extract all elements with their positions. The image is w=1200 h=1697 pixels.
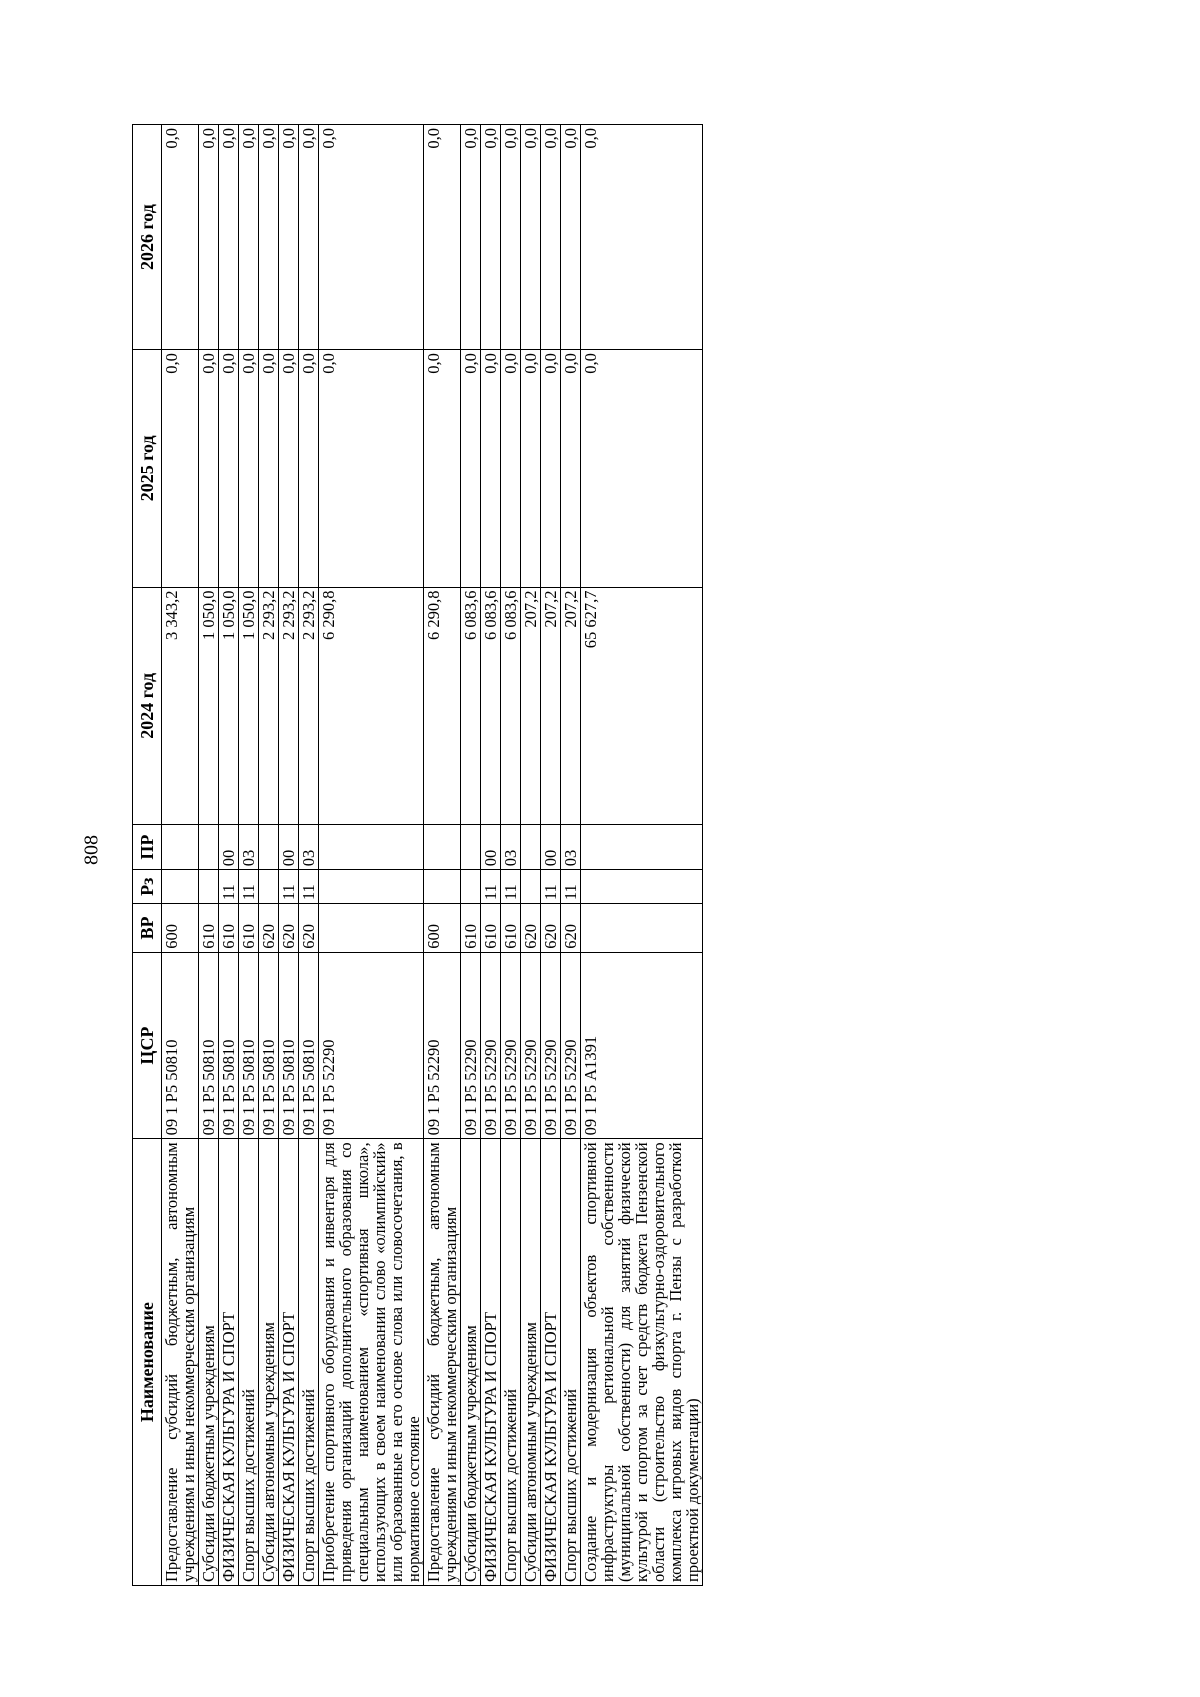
cell-rz: 11 xyxy=(541,870,561,904)
cell-vr xyxy=(319,904,424,953)
cell-y2024: 6 083,6 xyxy=(461,587,481,824)
cell-y2026: 0,0 xyxy=(481,125,501,350)
cell-name: Субсидии автономным учреждениям xyxy=(259,1139,279,1586)
cell-y2024: 6 290,8 xyxy=(424,587,461,824)
cell-rz: 11 xyxy=(299,870,319,904)
cell-y2026: 0,0 xyxy=(521,125,541,350)
cell-pr xyxy=(521,825,541,870)
cell-y2024: 3 343,2 xyxy=(162,587,199,824)
table-row xyxy=(561,125,581,1586)
cell-rz xyxy=(319,870,424,904)
cell-y2025: 0,0 xyxy=(319,350,424,587)
cell-name: Создание и модернизация объектов спортивной инфраструктуры региональной собственности (муниципальной собственности) для занятий физической культурой и спортом за счет средств бюджета Пензенской области (строительство физкультурно-оздоровительного комплекса игровых видов спорта г. Пензы с разработкой проектной документации) xyxy=(581,1139,703,1586)
cell-csr: 09 1 Р5 52290 xyxy=(521,952,541,1139)
cell-name: Субсидии бюджетным учреждениям xyxy=(199,1139,219,1586)
cell-y2026: 0,0 xyxy=(279,125,299,350)
cell-y2026: 0,0 xyxy=(424,125,461,350)
table-header-row xyxy=(133,125,162,1586)
cell-y2024: 2 293,2 xyxy=(299,587,319,824)
table-row xyxy=(319,125,424,1586)
cell-vr: 620 xyxy=(561,904,581,953)
cell-y2026: 0,0 xyxy=(319,125,424,350)
budget-table xyxy=(132,124,703,1586)
cell-y2026: 0,0 xyxy=(259,125,279,350)
cell-y2025: 0,0 xyxy=(162,350,199,587)
header-2025: 2025 год xyxy=(133,350,162,587)
cell-name: ФИЗИЧЕСКАЯ КУЛЬТУРА И СПОРТ xyxy=(279,1139,299,1586)
cell-y2024: 2 293,2 xyxy=(279,587,299,824)
cell-vr: 610 xyxy=(219,904,239,953)
cell-name: Спорт высших достижений xyxy=(299,1139,319,1586)
cell-csr: 09 1 Р5 52290 xyxy=(501,952,521,1139)
cell-name: Спорт высших достижений xyxy=(239,1139,259,1586)
header-2024: 2024 год xyxy=(133,587,162,824)
cell-y2025: 0,0 xyxy=(521,350,541,587)
cell-rz: 11 xyxy=(561,870,581,904)
table-body xyxy=(162,125,703,1586)
table-row xyxy=(541,125,561,1586)
cell-csr: 09 1 Р5 52290 xyxy=(481,952,501,1139)
cell-y2024: 6 083,6 xyxy=(501,587,521,824)
cell-csr: 09 1 Р5 50810 xyxy=(162,952,199,1139)
cell-rz xyxy=(581,870,703,904)
cell-csr: 09 1 Р5 52290 xyxy=(424,952,461,1139)
page-number: 808 xyxy=(80,835,103,865)
cell-y2026: 0,0 xyxy=(162,125,199,350)
cell-csr: 09 1 Р5 А1391 xyxy=(581,952,703,1139)
table-row xyxy=(279,125,299,1586)
cell-pr xyxy=(162,825,199,870)
cell-y2026: 0,0 xyxy=(199,125,219,350)
cell-y2024: 1 050,0 xyxy=(199,587,219,824)
cell-csr: 09 1 Р5 52290 xyxy=(461,952,481,1139)
cell-csr: 09 1 Р5 50810 xyxy=(299,952,319,1139)
table-row xyxy=(581,125,703,1586)
cell-rz xyxy=(424,870,461,904)
table-row xyxy=(259,125,279,1586)
table-row xyxy=(461,125,481,1586)
cell-pr: 03 xyxy=(561,825,581,870)
cell-csr: 09 1 Р5 52290 xyxy=(561,952,581,1139)
cell-vr: 600 xyxy=(162,904,199,953)
cell-y2024: 1 050,0 xyxy=(239,587,259,824)
header-rz: Рз xyxy=(133,870,162,904)
cell-vr: 610 xyxy=(481,904,501,953)
rotated-page-content xyxy=(132,124,703,1586)
cell-y2026: 0,0 xyxy=(299,125,319,350)
cell-vr: 610 xyxy=(461,904,481,953)
header-2026: 2026 год xyxy=(133,125,162,350)
cell-rz: 11 xyxy=(219,870,239,904)
cell-vr: 610 xyxy=(199,904,219,953)
cell-y2025: 0,0 xyxy=(541,350,561,587)
cell-y2024: 207,2 xyxy=(541,587,561,824)
header-vr: ВР xyxy=(133,904,162,953)
table-row xyxy=(501,125,521,1586)
cell-pr: 03 xyxy=(239,825,259,870)
cell-y2025: 0,0 xyxy=(481,350,501,587)
cell-csr: 09 1 Р5 50810 xyxy=(259,952,279,1139)
header-pr: ПР xyxy=(133,825,162,870)
cell-name: ФИЗИЧЕСКАЯ КУЛЬТУРА И СПОРТ xyxy=(481,1139,501,1586)
cell-rz xyxy=(521,870,541,904)
cell-pr: 03 xyxy=(299,825,319,870)
cell-vr: 610 xyxy=(501,904,521,953)
cell-rz: 11 xyxy=(279,870,299,904)
cell-y2026: 0,0 xyxy=(501,125,521,350)
cell-pr xyxy=(199,825,219,870)
table-row xyxy=(521,125,541,1586)
cell-vr: 620 xyxy=(279,904,299,953)
cell-name: Субсидии автономным учреждениям xyxy=(521,1139,541,1586)
cell-pr: 00 xyxy=(219,825,239,870)
cell-y2026: 0,0 xyxy=(541,125,561,350)
cell-rz: 11 xyxy=(501,870,521,904)
cell-y2026: 0,0 xyxy=(219,125,239,350)
cell-name: Предоставление субсидий бюджетным, автономным учреждениям и иным некоммерческим организациям xyxy=(424,1139,461,1586)
cell-y2025: 0,0 xyxy=(239,350,259,587)
cell-y2024: 6 290,8 xyxy=(319,587,424,824)
cell-csr: 09 1 Р5 52290 xyxy=(319,952,424,1139)
table-row xyxy=(481,125,501,1586)
cell-pr xyxy=(424,825,461,870)
cell-rz xyxy=(199,870,219,904)
cell-vr: 620 xyxy=(521,904,541,953)
cell-name: ФИЗИЧЕСКАЯ КУЛЬТУРА И СПОРТ xyxy=(219,1139,239,1586)
cell-csr: 09 1 Р5 50810 xyxy=(199,952,219,1139)
cell-vr: 620 xyxy=(259,904,279,953)
cell-y2024: 207,2 xyxy=(521,587,541,824)
cell-name: Приобретение спортивного оборудования и инвентаря для приведения организаций дополнительного образования со специальным наименованием «спортивная школа», использующих в своем наименовании слово «олимпийский» или образованные на его основе слова или словосочетания, в нормативное состояние xyxy=(319,1139,424,1586)
cell-name: Предоставление субсидий бюджетным, автономным учреждениям и иным некоммерческим организациям xyxy=(162,1139,199,1586)
cell-rz xyxy=(259,870,279,904)
cell-vr: 620 xyxy=(299,904,319,953)
cell-y2025: 0,0 xyxy=(299,350,319,587)
cell-pr xyxy=(581,825,703,870)
cell-y2026: 0,0 xyxy=(239,125,259,350)
cell-name: Субсидии бюджетным учреждениям xyxy=(461,1139,481,1586)
cell-vr: 610 xyxy=(239,904,259,953)
cell-y2025: 0,0 xyxy=(219,350,239,587)
cell-y2026: 0,0 xyxy=(581,125,703,350)
cell-y2026: 0,0 xyxy=(561,125,581,350)
cell-name: ФИЗИЧЕСКАЯ КУЛЬТУРА И СПОРТ xyxy=(541,1139,561,1586)
table-row xyxy=(199,125,219,1586)
cell-pr xyxy=(319,825,424,870)
cell-csr: 09 1 Р5 50810 xyxy=(219,952,239,1139)
cell-name: Спорт высших достижений xyxy=(561,1139,581,1586)
cell-name: Спорт высших достижений xyxy=(501,1139,521,1586)
table-row xyxy=(299,125,319,1586)
cell-y2024: 1 050,0 xyxy=(219,587,239,824)
cell-y2025: 0,0 xyxy=(199,350,219,587)
cell-pr: 00 xyxy=(279,825,299,870)
cell-csr: 09 1 Р5 52290 xyxy=(541,952,561,1139)
cell-y2025: 0,0 xyxy=(279,350,299,587)
cell-y2025: 0,0 xyxy=(424,350,461,587)
cell-y2024: 2 293,2 xyxy=(259,587,279,824)
cell-y2024: 207,2 xyxy=(561,587,581,824)
header-csr: ЦСР xyxy=(133,952,162,1139)
cell-pr: 03 xyxy=(501,825,521,870)
cell-y2025: 0,0 xyxy=(259,350,279,587)
cell-pr: 00 xyxy=(541,825,561,870)
header-name: Наименование xyxy=(133,1139,162,1586)
cell-y2025: 0,0 xyxy=(501,350,521,587)
cell-pr xyxy=(259,825,279,870)
table-row xyxy=(162,125,199,1586)
cell-csr: 09 1 Р5 50810 xyxy=(239,952,259,1139)
cell-y2025: 0,0 xyxy=(581,350,703,587)
cell-rz: 11 xyxy=(239,870,259,904)
cell-y2024: 6 083,6 xyxy=(481,587,501,824)
cell-y2025: 0,0 xyxy=(461,350,481,587)
cell-csr: 09 1 Р5 50810 xyxy=(279,952,299,1139)
cell-pr: 00 xyxy=(481,825,501,870)
table-row xyxy=(239,125,259,1586)
cell-y2026: 0,0 xyxy=(461,125,481,350)
cell-rz: 11 xyxy=(481,870,501,904)
cell-rz xyxy=(162,870,199,904)
table-row xyxy=(219,125,239,1586)
cell-pr xyxy=(461,825,481,870)
cell-vr: 600 xyxy=(424,904,461,953)
cell-rz xyxy=(461,870,481,904)
cell-y2025: 0,0 xyxy=(561,350,581,587)
cell-vr xyxy=(581,904,703,953)
table-row xyxy=(424,125,461,1586)
cell-y2024: 65 627,7 xyxy=(581,587,703,824)
cell-vr: 620 xyxy=(541,904,561,953)
